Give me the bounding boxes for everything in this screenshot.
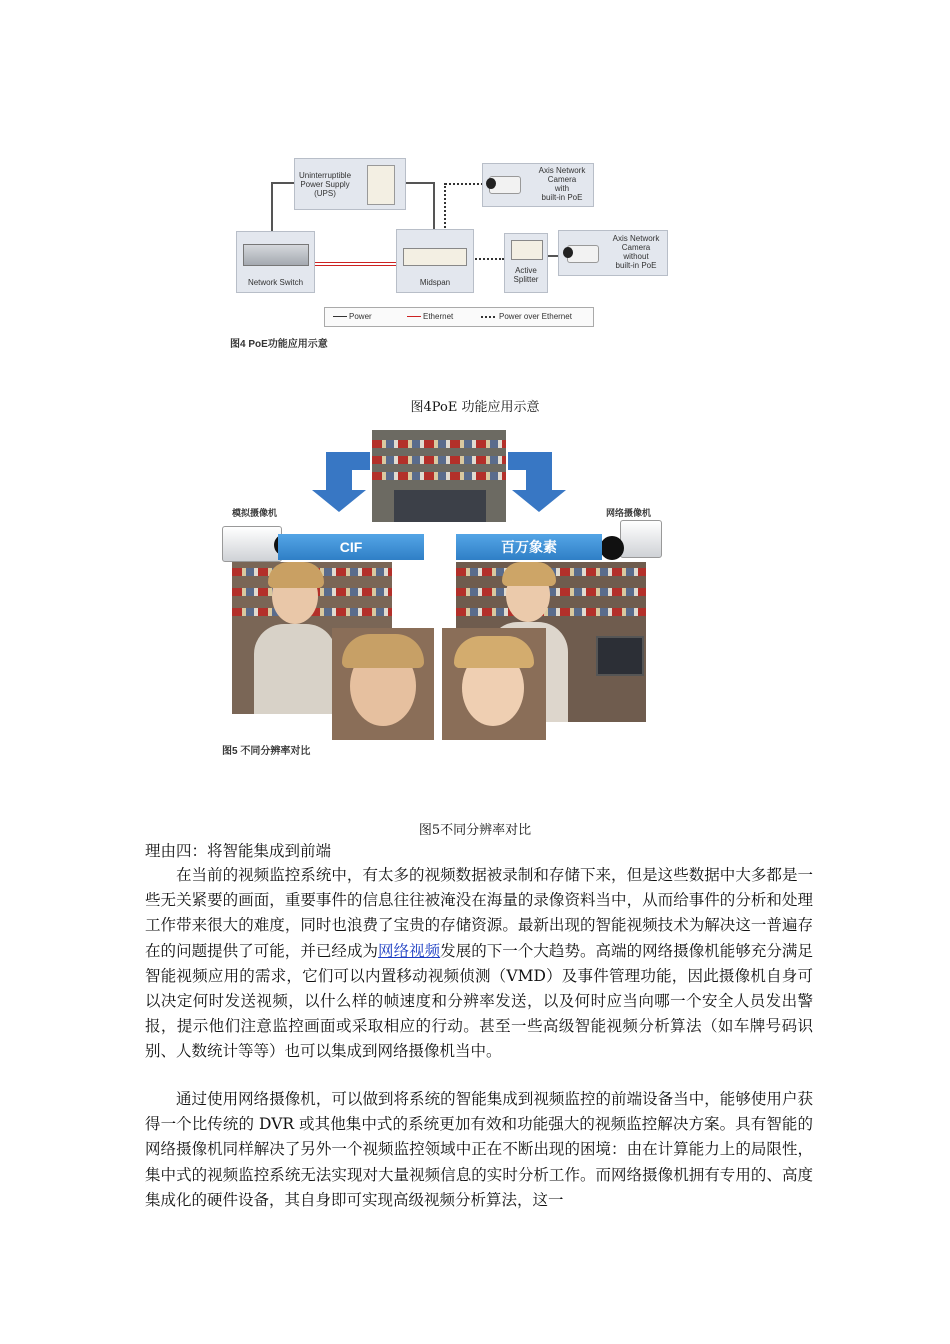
legend-ethernet-line: [407, 316, 421, 317]
paragraph-1: [145, 863, 813, 1065]
network-camera-label: 网络摄像机: [606, 508, 652, 518]
power-wire: [271, 182, 273, 232]
ups-label: Uninterruptible Power Supply (UPS): [298, 171, 352, 198]
figure5-caption: 图5不同分辨率对比: [418, 823, 532, 838]
splitter-box: [504, 233, 548, 293]
network-switch-box: [236, 231, 315, 293]
legend-poe: Power over Ethernet: [499, 312, 572, 321]
ethernet-wire: [313, 262, 397, 266]
cif-photo-zoom: [332, 628, 434, 740]
legend-ethernet: Ethernet: [423, 312, 454, 321]
figure5-inner-caption: 图5 不同分辨率对比: [222, 746, 311, 757]
analog-camera-label: 模拟摄像机: [232, 508, 278, 518]
woman-body: [254, 624, 336, 714]
paragraph-2-text: 通过使用网络摄像机，可以做到将系统的智能集成到视频监控的前端设备当中，能够使用户获得一个比传统的 DVR 或其他集中式的系统更加有效和功能强大的视频监控解决方案。具有智能的网络摄像机同样解决了另外一个视频监控领域中正在不断出现的困境：由在计算能力上的局限性，集中式的视频监控系统无法实现对大量视频信息的实时分析工作。而网络摄像机拥有专用的、高度集成化的硬件设备，其自身即可实现高级视频分析算法，这一: [145, 1090, 813, 1209]
poe-diagram: [228, 155, 668, 355]
legend-power: Power: [349, 312, 372, 321]
switch-icon: [243, 244, 309, 266]
camera-nopoe-box: [558, 230, 668, 276]
legend: [324, 307, 594, 327]
figure4-caption: 图4PoE 功能应用示意: [410, 400, 540, 415]
cif-label: CIF: [339, 539, 363, 555]
megapixel-label: 百万象素: [501, 539, 557, 555]
paragraph-1-text-b: 发展的下一个大趋势。高端的网络摄像机能够充分满足智能视频应用的需求，它们可以内置移动视频侦测（VMD）及事件管理功能，因此摄像机自身可以决定何时发送视频，以什么样的帧速度和分辨率发送，以及何时应当向哪一个安全人员发出警报，提示他们注意监控画面或采取相应的行动。甚至一些高级智能视频分析算法（如车牌号码识别、人数统计等等）也可以集成到网络摄像机当中。: [145, 941, 813, 1061]
camera-poe-box: [482, 163, 594, 207]
section-heading: 理由四：将智能集成到前端: [145, 842, 332, 860]
camera-lens-icon: [563, 247, 573, 258]
mega-photo-zoom: [442, 628, 546, 740]
network-camera-lens-icon: [600, 536, 624, 560]
ups-icon: [367, 165, 395, 205]
power-wire: [271, 182, 296, 184]
network-camera-icon: [620, 520, 662, 558]
network-video-link[interactable]: 网络视频: [378, 941, 441, 960]
poe-wire: [444, 183, 446, 231]
poe-wire: [472, 258, 504, 260]
switch-label: Network Switch: [247, 278, 304, 287]
counter-shape: [394, 490, 486, 522]
resolution-figure: [216, 430, 660, 760]
figure4-inner-caption: 图4 PoE功能应用示意: [230, 339, 328, 350]
paragraph-2: [145, 1087, 813, 1213]
woman-hair: [268, 562, 324, 588]
camera-poe-label: Axis Network Camera with built-in PoE: [538, 166, 586, 202]
power-wire: [403, 182, 435, 184]
arrow-right-icon: [506, 450, 568, 514]
legend-power-line: [333, 316, 347, 317]
midspan-label: Midspan: [419, 278, 451, 287]
poe-wire: [445, 183, 483, 185]
arrow-left-icon: [310, 450, 372, 514]
analog-camera-icon: [222, 526, 282, 562]
ups-box: [294, 158, 406, 210]
midspan-box: [396, 229, 474, 293]
splitter-label: Active Splitter: [513, 266, 539, 284]
power-wire: [433, 182, 435, 232]
midspan-icon: [403, 248, 467, 266]
splitter-icon: [511, 240, 543, 260]
paragraph-1-text-a: 在当前的视频监控系统中，有太多的视频数据被录制和存储下来，但是这些数据中大多都是一些无关紧要的画面，重要事件的信息往往被淹没在海量的录像资料当中，从而给事件的分析和处理工作带来很大的难度，同时也浪费了宝贵的存储资源。最新出现的智能视频技术为解决这一普遍存在的问题提供了可能，并已经成为: [145, 866, 813, 960]
camera-lens-icon: [486, 178, 496, 189]
monitor-shape: [596, 636, 644, 676]
legend-poe-line: [481, 316, 495, 318]
scene-photo: [372, 430, 506, 522]
megapixel-banner: [456, 534, 602, 560]
camera-nopoe-label: Axis Network Camera without built-in PoE: [612, 234, 660, 270]
cif-banner: [278, 534, 424, 560]
